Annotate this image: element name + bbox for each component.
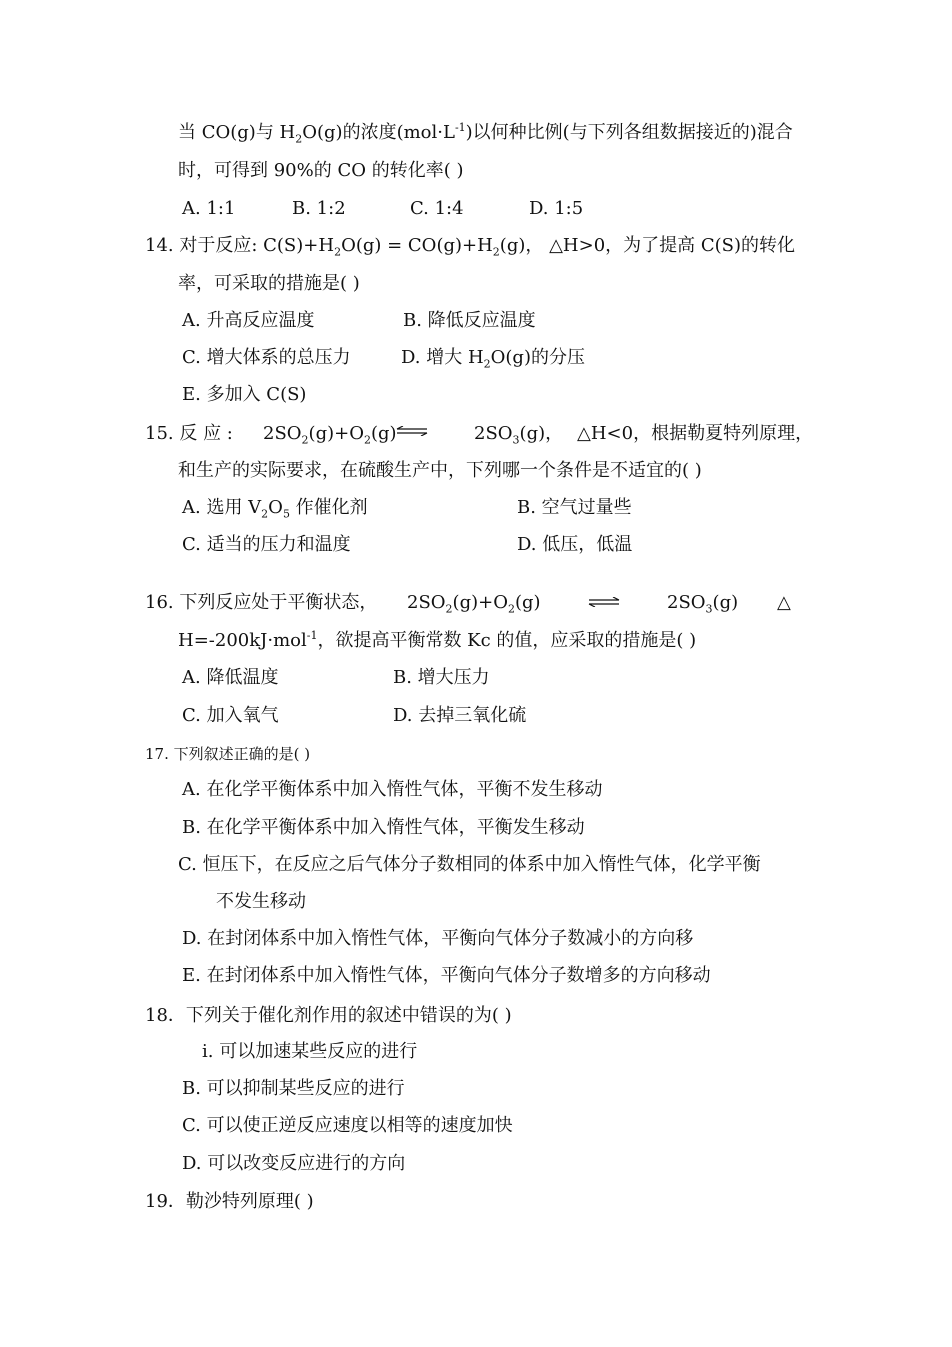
q14-option-e: E. 多加入 C(S) <box>182 384 307 405</box>
q15-option-a: A. 选用 $V_2O_5$ 作催化剂 <box>182 497 368 521</box>
q14-option-a: A. 升高反应温度 <box>182 310 315 331</box>
q14-option-d: D. 增大 $H_2O(g)$的分压 <box>401 347 585 371</box>
q13-line2: 时，可得到 90%的 CO 的转化率( ) <box>178 160 464 181</box>
q16-stem-line2: H=-200kJ·mol$^{-1}$，欲提高平衡常数 Kc 的值，应采取的措施是( ) <box>178 629 697 651</box>
q16-product: $2SO_3(g)$ <box>667 592 739 616</box>
q16-equilibrium-arrow-icon <box>588 597 620 607</box>
q14-stem-line1: 14. 对于反应: $C(S)+H_2O(g) = CO(g)+H_2(g)$， △H>0，为了提高 C(S)的转化 <box>145 235 796 259</box>
q16-reactants: $2SO_2(g)+O_2(g)$ <box>407 592 541 616</box>
q13-option-b: B. 1:2 <box>292 198 346 219</box>
q13-option-c: C. 1:4 <box>410 198 464 219</box>
q18-option-i: i. 可以加速某些反应的进行 <box>202 1041 418 1062</box>
q18-option-b: B. 可以抑制某些反应的进行 <box>182 1078 405 1099</box>
q16-stem-lead: 16. 下列反应处于平衡状态， <box>145 592 378 613</box>
q14-option-b: B. 降低反应温度 <box>403 310 536 331</box>
q17-option-e: E. 在封闭体系中加入惰性气体，平衡向气体分子数增多的方向移动 <box>182 965 711 986</box>
q17-option-c-line2: 不发生移动 <box>216 891 306 912</box>
q15-product: $2SO_3(g)$， <box>474 423 564 447</box>
q15-reactants: $2SO_2(g)+O_2(g)$ <box>263 423 397 447</box>
q19-stem: 19．勒沙特列原理( ) <box>145 1191 314 1212</box>
q17-option-c-line1: C. 恒压下，在反应之后气体分子数相同的体系中加入惰性气体，化学平衡 <box>178 854 761 875</box>
q18-option-d: D. 可以改变反应进行的方向 <box>182 1153 406 1174</box>
q15-option-b: B. 空气过量些 <box>517 497 632 518</box>
q14-stem-line2: 率，可采取的措施是( ) <box>178 273 360 294</box>
q15-equilibrium-arrow-icon <box>396 426 428 436</box>
q15-stem-line2: 和生产的实际要求，在硫酸生产中，下列哪一个条件是不适宜的( ) <box>178 460 702 481</box>
q17-option-b: B. 在化学平衡体系中加入惰性气体，平衡发生移动 <box>182 817 585 838</box>
q14-option-c: C. 增大体系的总压力 <box>182 347 351 368</box>
q17-stem: 17. 下列叙述正确的是( ) <box>145 745 311 763</box>
q13-option-d: D. 1:5 <box>529 198 584 219</box>
q15-option-c: C. 适当的压力和温度 <box>182 534 351 555</box>
q18-option-c: C. 可以使正逆反应速度以相等的速度加快 <box>182 1115 513 1136</box>
q17-option-a: A. 在化学平衡体系中加入惰性气体，平衡不发生移动 <box>182 779 603 800</box>
q16-option-b: B. 增大压力 <box>393 667 490 688</box>
q16-option-d: D. 去掉三氧化硫 <box>393 705 527 726</box>
q17-option-d: D. 在封闭体系中加入惰性气体，平衡向气体分子数减小的方向移 <box>182 928 694 949</box>
q15-stem-tail: △H<0，根据勒夏特列原理， <box>577 423 814 444</box>
q13-line1: 当 CO(g)与 $H_2O(g)$的浓度$(mol\cdot L^{-1})$以何种比例(与下列各组数据接近的)混合 <box>178 121 793 146</box>
q18-stem: 18．下列关于催化剂作用的叙述中错误的为( ) <box>145 1005 512 1026</box>
q15-stem-lead: 15. 反 应 : <box>145 423 233 444</box>
q15-option-d: D. 低压，低温 <box>517 534 633 555</box>
q16-option-a: A. 降低温度 <box>182 667 279 688</box>
q13-option-a: A. 1:1 <box>182 198 236 219</box>
q16-delta: △ <box>777 592 791 613</box>
q16-option-c: C. 加入氧气 <box>182 705 279 726</box>
